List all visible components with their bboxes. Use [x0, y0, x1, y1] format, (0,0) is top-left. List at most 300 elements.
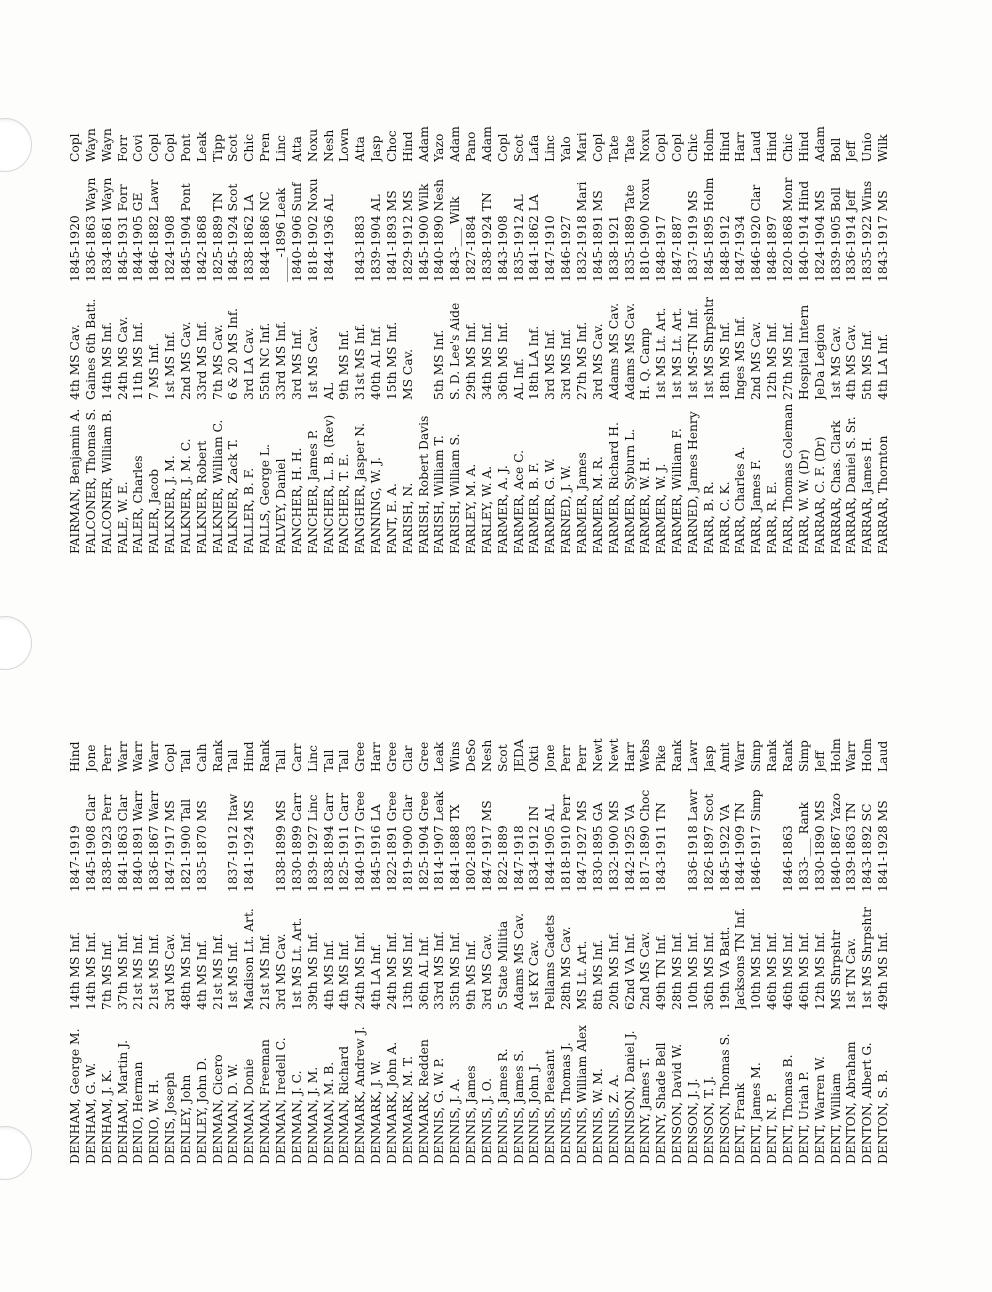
roster-name: DENIO, W. H.	[147, 1079, 162, 1164]
roster-name: FANNING, W. J.	[369, 457, 384, 554]
roster-dates: 1841-1888 TX	[448, 804, 463, 892]
roster-unit: 21st MS Inf.	[258, 933, 273, 1010]
roster-dates: 1843-1917 MS	[876, 190, 891, 282]
roster-name: DENMAN, Donie	[242, 1058, 257, 1164]
roster-dates: 1835-1870 MS	[194, 800, 209, 892]
roster-dates: 1836-1867 Warr	[147, 790, 162, 892]
roster-county: Chic	[780, 133, 795, 162]
roster-dates: 1843-1908	[495, 215, 510, 282]
roster-county: Tall	[226, 749, 241, 772]
roster-name: DENNIS, William Alex	[575, 1024, 589, 1164]
roster-county: Jasp	[369, 135, 384, 162]
roster-name: DENHAM, George M.	[68, 1028, 82, 1164]
roster-name: FARISH, William S.	[448, 433, 463, 554]
roster-name: DENSON, T. J.	[701, 1076, 716, 1164]
roster-name: DENMAN, Richard	[337, 1046, 352, 1164]
roster-name: FARMER, G. W.	[543, 458, 558, 554]
roster-dates: ____-1896 Leak	[273, 187, 288, 282]
roster-name: FANCHER, T. E.	[337, 453, 352, 554]
roster-unit: 6 & 20 MS Inf.	[226, 308, 241, 400]
roster-county: Covi	[131, 134, 146, 162]
roster-county: Scot	[511, 134, 526, 162]
roster-unit: 2nd MS Cav.	[178, 321, 193, 400]
roster-unit: 46th MS Inf.	[796, 931, 811, 1010]
roster-dates: 1814-1907 Leak	[432, 791, 447, 892]
roster-name: DENNIS, J. O.	[479, 1077, 494, 1164]
roster-county: Webs	[638, 738, 653, 772]
roster-name: DENTON, S. B.	[876, 1069, 891, 1164]
roster-unit: 36th AL Inf.	[416, 935, 431, 1010]
roster-dates: 1835-1922 Wins	[860, 180, 875, 282]
roster-dates: 1838-1923 Perr	[99, 794, 114, 892]
roster-dates: 1843-1883	[353, 215, 368, 282]
roster-county: Leak	[194, 131, 209, 162]
roster-county: Warr	[147, 741, 162, 772]
roster-county: Holm	[828, 738, 843, 772]
roster-dates: 1843-___ Wilk	[448, 196, 463, 282]
roster-name: DENNIS, Pleasant	[543, 1049, 558, 1164]
roster-name: FARMER, W. H.	[638, 456, 653, 554]
roster-unit: Pellams Cadets	[543, 914, 558, 1010]
roster-county: Warr	[131, 741, 146, 772]
roster-dates: 1835-1889 Tate	[622, 184, 637, 282]
roster-name: FARMER, M. R.	[590, 456, 605, 554]
roster-county: Tall	[337, 749, 352, 772]
roster-unit: 1st MS Lt. Art.	[670, 307, 685, 400]
roster-county: Adam	[416, 126, 431, 162]
roster-name: DENNIS, John J.	[527, 1063, 542, 1164]
roster-unit: 1st KY Cav.	[527, 939, 542, 1010]
roster-unit: 21st MS Inf.	[147, 933, 162, 1010]
roster-name: FALKNER, J. M. C.	[178, 438, 193, 554]
roster-name: FALLS, George L.	[258, 444, 273, 554]
roster-name: FARR, Charles A.	[733, 446, 748, 554]
roster-dates: 1842-1868	[194, 215, 209, 282]
roster-dates: 1843-1911 TN	[654, 802, 669, 892]
roster-name: FARMER, W. J.	[654, 463, 669, 554]
roster-unit: 3rd MS Cav.	[163, 933, 178, 1010]
roster-unit: 27th MS Inf.	[780, 321, 795, 400]
roster-county: Amit	[717, 742, 732, 772]
roster-county: Warr	[733, 741, 748, 772]
roster-name: DENNIS, James	[464, 1065, 479, 1164]
roster-county: Simp	[749, 740, 764, 772]
roster-unit: 12th MS Inf.	[765, 321, 780, 400]
roster-name: DENSON, David W.	[670, 1043, 685, 1164]
roster-unit: 2nd MS Cav.	[749, 321, 764, 400]
roster-unit: 2nd MS Cav.	[638, 931, 653, 1010]
roster-county: Laud	[876, 740, 891, 772]
roster-unit: 18th MS Inf.	[717, 321, 732, 400]
roster-name: DENT, William	[828, 1073, 843, 1164]
roster-dates: 1845-1900 Wilk	[416, 183, 431, 282]
roster-unit: Madison Lt. Art.	[242, 908, 257, 1010]
roster-county: Nesh	[479, 739, 494, 772]
roster-name: DENNISON, Daniel J.	[622, 1030, 637, 1164]
roster-dates: 1837-1919 MS	[685, 190, 700, 282]
roster-county: Scot	[495, 744, 510, 772]
roster-county: Tipp	[210, 134, 225, 162]
roster-name: FARRAR, Chas. Clark	[828, 420, 843, 554]
roster-unit: Hospital Intern	[796, 304, 811, 400]
roster-unit: 11th MS Inf.	[131, 321, 146, 400]
roster-name: DENMARK, J. W.	[369, 1060, 384, 1164]
roster-dates: 1842-1925 VA	[622, 804, 637, 892]
roster-dates: 1810-1900 Noxu	[638, 178, 653, 282]
roster-county: Copl	[654, 133, 669, 162]
roster-county: Tall	[273, 749, 288, 772]
roster-county: Warr	[115, 741, 130, 772]
roster-name: DENLEY, John D.	[194, 1057, 209, 1164]
roster-unit: 46th MS Inf.	[765, 931, 780, 1010]
roster-dates: 1845-1916 LA	[369, 804, 384, 892]
roster-name: FANT, E. A.	[384, 483, 399, 554]
roster-unit: 21st MS Inf.	[131, 933, 146, 1010]
roster-name: FANCHER, H. H.	[289, 447, 304, 554]
roster-unit: 27th MS Inf.	[575, 321, 589, 400]
roster-county: Holm	[701, 128, 716, 162]
roster-county: Jasp	[701, 745, 716, 772]
roster-county: Hind	[68, 741, 82, 772]
roster-name: FARISH, Robert Davis	[416, 415, 431, 554]
roster-unit: 4th MS Inf.	[321, 939, 336, 1010]
roster-unit: 7 MS Inf.	[147, 342, 162, 400]
roster-county: Noxu	[305, 128, 320, 162]
roster-name: FALVEY, Daniel	[273, 458, 288, 554]
roster-name: DENT, Warren W.	[812, 1056, 827, 1164]
roster-unit: 3rd MS Inf.	[289, 328, 304, 400]
roster-unit: 33rd MS Inf.	[273, 320, 288, 400]
roster-unit: 14th MS Inf.	[99, 321, 114, 400]
roster-unit: 4th LA Inf.	[876, 333, 891, 400]
roster-unit: 40th AL Inf.	[369, 325, 384, 400]
roster-dates: 1830-1899 Carr	[289, 792, 304, 892]
roster-county: Mari	[575, 132, 589, 162]
roster-name: FARMER, William F.	[670, 428, 685, 554]
roster-unit: MS Cav.	[400, 348, 415, 400]
roster-dates: 1832-1918 Mari	[575, 181, 589, 282]
roster-name: DENT, James M.	[749, 1062, 764, 1164]
roster-unit: 18th LA Inf.	[527, 325, 542, 400]
roster-county: Rank	[210, 739, 225, 772]
roster-dates: 1846-1927	[559, 215, 574, 282]
roster-unit: 1st MS Lt. Art.	[654, 307, 669, 400]
roster-county: Hind	[242, 741, 257, 772]
roster-county: Newt	[606, 738, 621, 772]
roster-county: Harr	[733, 132, 748, 162]
roster-county: Chic	[242, 133, 257, 162]
roster-name: DENMAN, J. M.	[305, 1066, 320, 1164]
roster-name: DENMARK, Redden	[416, 1039, 431, 1164]
roster-name: FARMER, Syburn L.	[622, 428, 637, 554]
roster-unit: 49th TN Inf.	[654, 933, 669, 1010]
roster-name: DENNIS, G. W. P.	[432, 1057, 447, 1164]
roster-county: Clar	[400, 745, 415, 772]
roster-dates: 1846-1863	[780, 825, 795, 892]
roster-unit: 20th MS Inf.	[606, 931, 621, 1010]
roster-dates: 1825-1889 TN	[210, 192, 225, 282]
roster-county: Rank	[765, 739, 780, 772]
roster-dates: 1847-1910	[543, 215, 558, 282]
roster-county: Harr	[622, 742, 637, 772]
roster-unit: 21st MS Inf.	[210, 933, 225, 1010]
roster-name: FALKNER, William C.	[210, 419, 225, 554]
roster-county: Gree	[416, 741, 431, 772]
roster-county: Rank	[780, 739, 795, 772]
roster-unit: 48th MS Inf.	[178, 931, 193, 1010]
roster-name: DENT, Frank	[733, 1083, 748, 1164]
roster-county: Copl	[147, 133, 162, 162]
roster-county: Adam	[479, 126, 494, 162]
roster-county: Perr	[99, 745, 114, 772]
roster-dates: 1840-1891 Warr	[131, 790, 146, 892]
roster-dates: 1840-1890 Nesh	[432, 179, 447, 282]
roster-name: DENHAM, G. W.	[83, 1062, 98, 1164]
roster-county: Rank	[258, 739, 273, 772]
roster-name: FARLEY, W. A.	[479, 465, 494, 554]
roster-name: FARR, W. W. (Dr)	[796, 449, 811, 554]
roster-unit: AL Inf.	[511, 358, 526, 400]
roster-county: Copl	[163, 133, 178, 162]
roster-unit: AL	[321, 382, 336, 400]
roster-county: Yalo	[559, 136, 574, 162]
roster-name: DENSON, J. J.	[685, 1078, 700, 1164]
roster-county: Pont	[178, 133, 193, 162]
roster-name: FANCHER, James P.	[305, 429, 320, 554]
roster-dates: 1845-1904 Pont	[178, 183, 193, 282]
roster-name: DENMAN, D. W.	[226, 1063, 241, 1164]
roster-name: DENMAN, Iredell C.	[273, 1037, 288, 1164]
roster-dates: 1847-1917 MS	[479, 800, 494, 892]
roster-county: Scot	[226, 134, 241, 162]
roster-name: DENMARK, M. T.	[400, 1055, 415, 1164]
roster-dates: 1830-1895 GA	[590, 802, 605, 892]
roster-name: FALE, W. E.	[115, 481, 130, 554]
roster-county: Chic	[685, 133, 700, 162]
roster-name: FARISH, William T.	[432, 435, 447, 554]
roster-name: FARRAR, Thornton	[876, 435, 891, 554]
roster-unit: 4th MS Cav.	[844, 324, 859, 400]
roster-name: FALCONER, William B.	[99, 409, 114, 554]
roster-name: DENHAM, J. K.	[99, 1069, 114, 1164]
roster-name: FARMER, Richard H.	[606, 422, 621, 554]
roster-name: DENNIS, James R.	[495, 1048, 510, 1164]
roster-name: DENNIS, J. A.	[448, 1078, 463, 1164]
roster-dates: 1838-1899 MS	[273, 800, 288, 892]
roster-unit: 14th MS Inf.	[83, 931, 98, 1010]
roster-county: JEDA	[511, 739, 526, 772]
roster-dates: 1820-1868 Monr	[780, 177, 795, 282]
roster-unit: 1st MS Shrpshtr	[860, 906, 875, 1010]
roster-unit: 5th MS Inf.	[432, 329, 447, 400]
roster-dates: 1835-1912 AL	[511, 194, 526, 282]
roster-county: Tate	[622, 135, 637, 162]
roster-dates: 1836-1914 Jeff	[844, 190, 859, 282]
roster-unit: S. D. Lee's Aide	[448, 302, 463, 400]
roster-dates: 1825-1911 Carr	[337, 792, 352, 892]
roster-county: Linc	[543, 135, 558, 162]
roster-unit: 49th MS Inf.	[876, 931, 891, 1010]
roster-unit: Inges MS Inf.	[733, 316, 748, 400]
roster-name: FARR, R. E.	[765, 481, 780, 554]
roster-name: DENTON, Abraham	[844, 1041, 859, 1164]
roster-dates: 1838-1894 Carr	[321, 792, 336, 892]
roster-dates: 1847-1887	[670, 215, 685, 282]
roster-name: DENMARK, Andrew J.	[353, 1026, 368, 1164]
roster-county: Atta	[353, 136, 368, 162]
roster-county: Laud	[749, 130, 764, 162]
roster-unit: Adams MS Cav.	[622, 302, 637, 400]
roster-dates: 1829-1912 MS	[400, 190, 415, 282]
roster-county: Wilk	[876, 134, 891, 162]
roster-name: DENNIS, W. M.	[590, 1068, 605, 1164]
roster-name: DENNY, James T.	[638, 1057, 653, 1164]
roster-dates: 1847-1934	[733, 215, 748, 282]
roster-dates: 1840-1917 Gree	[353, 791, 368, 892]
roster-county: Holm	[860, 738, 875, 772]
roster-county: Jeff	[844, 141, 859, 162]
roster-dates: 1841-1924 MS	[242, 800, 257, 892]
roster-unit: 36th MS Inf.	[495, 321, 510, 400]
roster-unit: 5 State Militia	[495, 920, 510, 1010]
roster-dates: 1836-1863 Wayn	[83, 177, 98, 282]
roster-unit: Jacksons TN Inf.	[733, 907, 748, 1010]
roster-unit: 7th MS Cav.	[210, 324, 225, 400]
roster-unit: 62nd VA Inf.	[622, 933, 637, 1010]
roster-county: Hind	[765, 131, 780, 162]
roster-dates: 1841-1863 Clar	[115, 794, 130, 892]
roster-dates: 1844-1905 AL	[543, 804, 558, 892]
roster-dates: 1848-1897	[765, 215, 780, 282]
roster-county: Gree	[384, 741, 399, 772]
roster-county: Pike	[654, 745, 669, 772]
roster-name: FALKNER, Zack T.	[226, 439, 241, 554]
roster-dates: 1844-1936 AL	[321, 194, 336, 282]
roster-county: Choc	[384, 130, 399, 162]
roster-dates: 1844-1909 TN	[733, 802, 748, 892]
roster-unit: 36th MS Inf.	[701, 931, 716, 1010]
roster-dates: 1840-1867 Yazo	[828, 792, 843, 892]
roster-unit: 35th MS Inf.	[448, 931, 463, 1010]
roster-dates: 1844-1905 GE	[131, 192, 146, 282]
roster-dates: 1845-1908 Clar	[83, 794, 98, 892]
roster-name: FALLER, B. F.	[242, 467, 257, 554]
roster-county: Copl	[68, 133, 82, 162]
roster-name: DENMAN, Freeman	[258, 1039, 273, 1164]
roster-county: Rank	[670, 739, 685, 772]
roster-dates: 1843-1892 SC	[860, 803, 875, 892]
roster-dates: 1824-1904 MS	[812, 190, 827, 282]
roster-county: Harr	[369, 742, 384, 772]
roster-name: DENT, Uriah P.	[796, 1071, 811, 1164]
roster-name: FARR, Thomas Coleman	[780, 403, 795, 554]
roster-dates: 1839-1927 Linc	[305, 794, 320, 892]
roster-name: DENNIS, James S.	[511, 1049, 526, 1164]
roster-name: FARISH, N.	[400, 482, 415, 554]
roster-dates: 1821-1900 Tall	[178, 798, 193, 892]
roster-name: DENSON, Thomas S.	[717, 1033, 732, 1164]
roster-dates: 1847-1919	[68, 825, 82, 892]
roster-unit: 3rd MS Cav.	[273, 933, 288, 1010]
roster-county: Tate	[606, 135, 621, 162]
roster-name: FARMER, B. F.	[527, 462, 542, 554]
roster-county: Jeff	[812, 751, 827, 772]
roster-name: DENHAM, Martin J.	[115, 1040, 130, 1164]
roster-unit: Gaines 6th Batt.	[83, 298, 98, 400]
roster-county: Carr	[289, 743, 304, 772]
roster-dates: 1847-1918	[511, 825, 526, 892]
roster-county: Lawr	[685, 740, 700, 772]
roster-dates: 1839-1904 AL	[369, 194, 384, 282]
roster-county: Hind	[400, 131, 415, 162]
roster-county: Gree	[353, 741, 368, 772]
roster-name: DENT, N. P.	[765, 1092, 780, 1164]
roster-unit: 5th MS Inf.	[860, 329, 875, 400]
roster-name: FARRAR, C. F. (Dr)	[812, 436, 827, 554]
roster-county: Atta	[289, 136, 304, 162]
roster-dates: 1830-1890 MS	[812, 800, 827, 892]
roster-county: Tall	[178, 749, 193, 772]
roster-name: FARNED, J. W.	[559, 465, 574, 554]
roster-dates: 1833-___ Rank	[796, 801, 811, 892]
roster-county: Unio	[860, 132, 875, 162]
roster-unit: 1st MS Inf.	[226, 941, 241, 1010]
roster-dates: 1824-1908	[163, 215, 178, 282]
roster-dates: 1818-1902 Noxu	[305, 178, 320, 282]
roster-name: DENNY, Shade Bell	[654, 1042, 669, 1164]
roster-county: Copl	[163, 743, 178, 772]
roster-dates: 1846-1917 Simp	[749, 789, 764, 892]
roster-county: Adam	[448, 126, 463, 162]
roster-dates: 1845-1922 VA	[717, 804, 732, 892]
roster-name: FALER, Jacob	[147, 469, 162, 554]
roster-dates: 1841-1862 LA	[527, 194, 542, 282]
roster-unit: 4th LA Inf.	[369, 943, 384, 1010]
roster-county: Jone	[543, 744, 558, 772]
roster-unit: 33rd MS Inf.	[194, 320, 209, 400]
roster-unit: 3rd MS Inf.	[543, 328, 558, 400]
roster-unit: H. Q. Camp	[638, 327, 653, 400]
roster-unit: 4th MS Inf.	[337, 939, 352, 1010]
roster-name: DENMARK, John A.	[384, 1041, 399, 1164]
roster-county: Copl	[670, 133, 685, 162]
roster-unit: 10th MS Inf.	[749, 931, 764, 1010]
roster-name: DENIS, Joseph	[163, 1072, 178, 1164]
roster-name: FARMER, A. J.	[495, 465, 510, 554]
roster-unit: 1st MS Lt. Art.	[289, 917, 304, 1010]
roster-unit: Adams MS Cav.	[606, 302, 621, 400]
roster-unit: 10th MS Inf.	[685, 931, 700, 1010]
roster-unit: 19th VA Batt.	[717, 926, 732, 1010]
roster-dates: 1817-1890 Choc	[638, 789, 653, 892]
roster-county: Copl	[495, 133, 510, 162]
roster-dates: 1841-1893 MS	[384, 190, 399, 282]
roster-name: FARRAR, Daniel S. Sr.	[844, 416, 859, 554]
roster-county: Adam	[812, 126, 827, 162]
roster-unit: 1st MS Cav.	[828, 325, 843, 400]
roster-dates: 1832-1900 MS	[606, 800, 621, 892]
roster-dates: 1845-1924 Scot	[226, 183, 241, 282]
roster-dates: 1834-1861 Wayn	[99, 177, 114, 282]
roster-name: FANGHER, Jasper N.	[353, 422, 368, 554]
roster-county: Calh	[194, 743, 209, 772]
roster-dates: 1838-1921	[606, 215, 621, 282]
roster-unit: 1st MS Inf.	[163, 331, 178, 400]
roster-dates: 1846-1920 Clar	[749, 184, 764, 282]
roster-county: Simp	[796, 740, 811, 772]
roster-unit: 4th MS Inf.	[194, 939, 209, 1010]
roster-unit: 1st MS Shrpshtr	[701, 296, 716, 400]
